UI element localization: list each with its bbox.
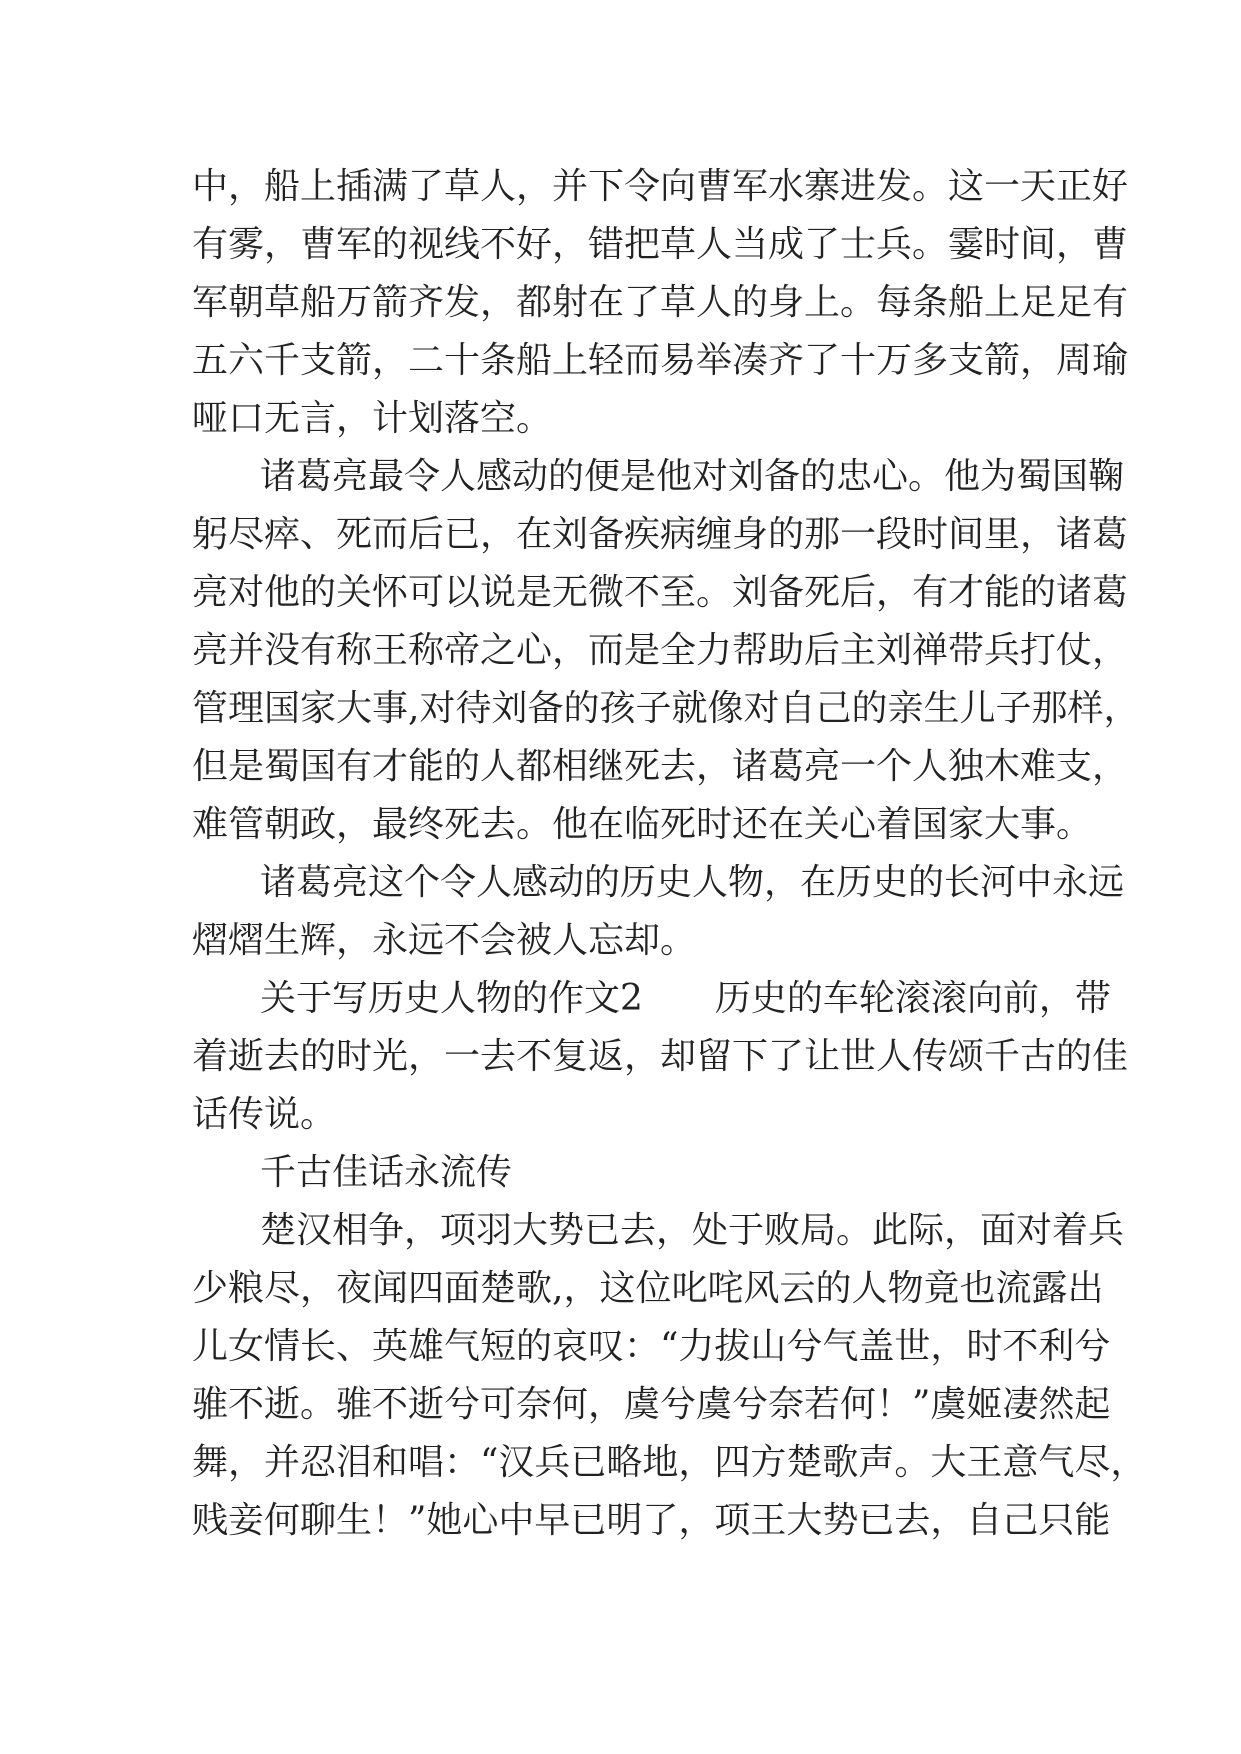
text-line: 亮并没有称王称帝之心，而是全力帮助后主刘禅带兵打仗， (192, 630, 1129, 671)
text-line: 管理国家大事,对待刘备的孩子就像对自己的亲生儿子那样， (192, 688, 1140, 729)
text-line: 熠熠生辉，永远不会被人忘却。 (192, 920, 697, 961)
text-line: 儿女情长、英雄气短的哀叹：“力拔山兮气盖世，时不利兮 (192, 1326, 1111, 1367)
document-body (192, 158, 1147, 1550)
text-line: 但是蜀国有才能的人都相继死去，诸葛亮一个人独木难支， (192, 746, 1129, 787)
essay-heading-line: 关于写历史人物的作文2 历史的车轮滚滚向前，带 (260, 978, 1111, 1019)
text-line: 骓不逝。骓不逝兮可奈何，虞兮虞兮奈若何！”虞姬凄然起 (192, 1384, 1111, 1425)
text-line: 五六千支箭，二十条船上轻而易举凑齐了十万多支箭，周瑜 (192, 340, 1129, 381)
text-line: 着逝去的时光，一去不复返，却留下了让世人传颂千古的佳 (192, 1036, 1129, 1077)
text-line: 中，船上插满了草人，并下令向曹军水寨进发。这一天正好 (192, 166, 1129, 207)
text-line: 话传说。 (192, 1094, 337, 1135)
text-line: 亮对他的关怀可以说是无微不至。刘备死后，有才能的诸葛 (192, 572, 1129, 613)
section-title: 千古佳话永流传 (260, 1152, 513, 1193)
paragraph-first-line: 楚汉相争，项羽大势已去，处于败局。此际，面对着兵 (260, 1210, 1125, 1251)
text-line: 少粮尽，夜闻四面楚歌,，这位叱咤风云的人物竟也流露出 (192, 1268, 1104, 1309)
paragraph-first-line: 诸葛亮最令人感动的便是他对刘备的忠心。他为蜀国鞠 (260, 456, 1125, 497)
text-line: 有雾，曹军的视线不好，错把草人当成了士兵。霎时间，曹 (192, 224, 1129, 265)
text-line: 难管朝政，最终死去。他在临死时还在关心着国家大事。 (192, 804, 1093, 845)
text-line: 舞，并忍泪和唱：“汉兵已略地，四方楚歌声。大王意气尽， (192, 1442, 1147, 1483)
text-line: 贱妾何聊生！”她心中早已明了，项王大势已去，自己只能 (192, 1500, 1111, 1541)
text-line: 躬尽瘁、死而后已，在刘备疾病缠身的那一段时间里，诸葛 (192, 514, 1129, 555)
paragraph-first-line: 诸葛亮这个令人感动的历史人物，在历史的长河中永远 (260, 862, 1125, 903)
text-line: 军朝草船万箭齐发，都射在了草人的身上。每条船上足足有 (192, 282, 1129, 323)
text-line: 哑口无言，计划落空。 (192, 398, 553, 439)
